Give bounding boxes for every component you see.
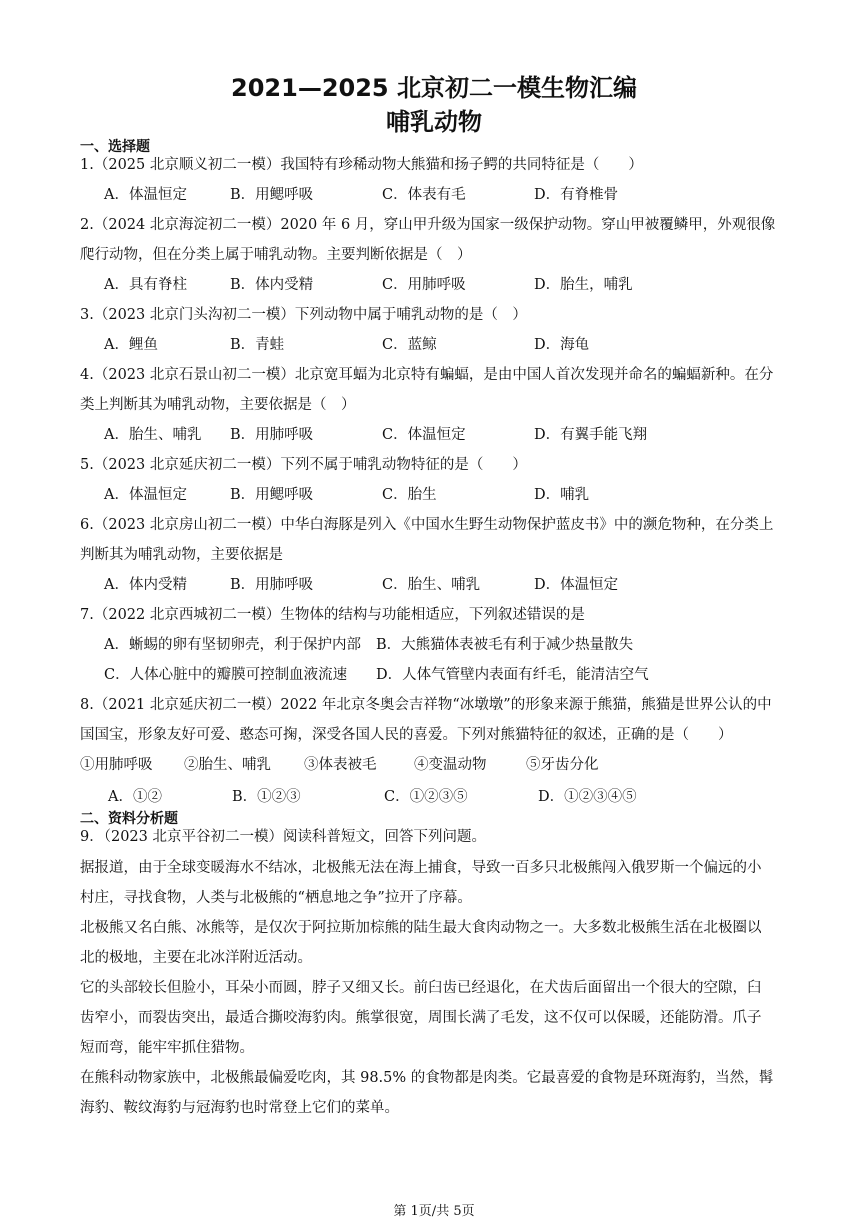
question-8: [80, 690, 792, 750]
option-d: D．有翼手能飞翔: [534, 427, 648, 443]
option-d: D．有脊椎骨: [534, 187, 619, 203]
question-text: （2022 北京西城初二一模）生物体的结构与功能相适应，下列叙述错误的是: [93, 607, 585, 623]
question-text: （2023 北京延庆初二一模）下列不属于哺乳动物特征的是（ ）: [93, 457, 527, 473]
statement-2: ②胎生、哺乳: [184, 757, 271, 773]
passage-line: 齿窄小，而裂齿突出，最适合撕咬海豹肉。熊掌很宽，周围长满了毛发，这不仅可以保暖，还能防滑。爪子: [80, 1010, 762, 1026]
question-number: 1.: [80, 157, 94, 173]
question-text-cont: 判断其为哺乳动物，主要依据是: [80, 547, 283, 563]
option-a: A．蜥蜴的卵有坚韧卵壳，利于保护内部: [104, 637, 361, 653]
option-c: C．①②③⑤: [384, 789, 468, 805]
question-number: 2.: [80, 217, 94, 233]
page-title: 2021—2025 北京初二一模生物汇编: [231, 74, 637, 102]
option-c: C．胎生: [382, 487, 437, 503]
question-text: （2023 北京房山初二一模）中华白海豚是列入《中国水生野生动物保护蓝皮书》中的濒危物种，在分类上: [93, 517, 774, 533]
option-b: B．体内受精: [230, 277, 314, 293]
passage-line: 村庄，寻找食物，人类与北极熊的“栖息地之争”拉开了序幕。: [80, 890, 472, 906]
option-d: D．①②③④⑤: [538, 789, 637, 805]
question-text: （2024 北京海淀初二一模）2020 年 6 月，穿山甲升级为国家一级保护动物。穿山甲被覆鳞甲，外观很像: [93, 217, 776, 233]
question-text: （2025 北京顺义初二一模）我国特有珍稀动物大熊猫和扬子鳄的共同特征是（ ）: [93, 157, 643, 173]
question-number: 8.: [80, 697, 94, 713]
option-a: A．①②: [108, 789, 162, 805]
option-b: B．用肺呼吸: [230, 427, 314, 443]
passage-line: 北的极地，主要在北冰洋附近活动。: [80, 950, 312, 966]
question-text-cont: 国国宝，形象友好可爱、憨态可掬，深受各国人民的喜爱。下列对熊猫特征的叙述，正确的是（ ）: [80, 727, 733, 743]
section-heading-choice: 一、选择题: [80, 139, 150, 155]
statement-list: [80, 750, 792, 780]
option-c: C．体温恒定: [382, 427, 466, 443]
option-d: D．胎生，哺乳: [534, 277, 633, 293]
question-1: [80, 150, 792, 180]
option-a: A．胎生、哺乳: [104, 427, 202, 443]
option-a: A．体温恒定: [104, 487, 187, 503]
question-6: [80, 510, 792, 570]
passage-line: 短而弯，能牢牢抓住猎物。: [80, 1040, 254, 1056]
question-text: （2023 北京石景山初二一模）北京宽耳蝠为北京特有蝙蝠，是由中国人首次发现并命名的蝙蝠新种。在分: [93, 367, 774, 383]
option-b: B．大熊猫体表被毛有利于减少热量散失: [376, 637, 634, 653]
statement-3: ③体表被毛: [304, 757, 377, 773]
option-a: A．体内受精: [104, 577, 187, 593]
option-d: D．体温恒定: [534, 577, 619, 593]
statement-5: ⑤牙齿分化: [526, 757, 599, 773]
option-c: C．胎生、哺乳: [382, 577, 481, 593]
option-b: B．青蛙: [230, 337, 285, 353]
question-2: [80, 210, 792, 270]
question-number: 7.: [80, 607, 94, 623]
option-d: D．哺乳: [534, 487, 590, 503]
passage-line: 在熊科动物家族中，北极熊最偏爱吃肉，其 98.5% 的食物都是肉类。它最喜爱的食物是环斑海豹，当然，髯: [80, 1070, 774, 1086]
page-subtitle: 哺乳动物: [386, 108, 482, 136]
option-b: B．用鳃呼吸: [230, 487, 314, 503]
question-3: [80, 300, 792, 330]
question-9-intro: 9．（2023 北京平谷初二一模）阅读科普短文，回答下列问题。: [80, 829, 486, 845]
option-c: C．体表有毛: [382, 187, 466, 203]
section-heading-analysis: 二、资料分析题: [80, 811, 178, 827]
option-b: B．用鳃呼吸: [230, 187, 314, 203]
passage-line: 据报道，由于全球变暖海水不结冰，北极熊无法在海上捕食，导致一百多只北极熊闯入俄罗斯一个偏远的小: [80, 860, 762, 876]
passage-line: 它的头部较长但脸小，耳朵小而圆，脖子又细又长。前臼齿已经退化，在犬齿后面留出一个很大的空隙，臼: [80, 980, 762, 996]
option-a: A．具有脊柱: [104, 277, 187, 293]
passage-line: 海豹、鞍纹海豹与冠海豹也时常登上它们的菜单。: [80, 1100, 399, 1116]
question-number: 4.: [80, 367, 94, 383]
option-d: D．海龟: [534, 337, 590, 353]
option-c: C．用肺呼吸: [382, 277, 466, 293]
option-a: A．鲤鱼: [104, 337, 158, 353]
question-text-cont: 爬行动物，但在分类上属于哺乳动物。主要判断依据是（ ）: [80, 247, 472, 263]
question-text-cont: 类上判断其为哺乳动物，主要依据是（ ）: [80, 397, 356, 413]
option-c: C．蓝鲸: [382, 337, 437, 353]
passage-line: 北极熊又名白熊、冰熊等，是仅次于阿拉斯加棕熊的陆生最大食肉动物之一。大多数北极熊生活在北极圈以: [80, 920, 762, 936]
statement-4: ④变温动物: [414, 757, 487, 773]
question-4: [80, 360, 792, 420]
page-footer: 第 1页/共 5页: [393, 1204, 475, 1219]
question-number: 5.: [80, 457, 94, 473]
question-text: （2021 北京延庆初二一模）2022 年北京冬奥会吉祥物“冰墩墩”的形象来源于熊猫，熊猫是世界公认的中: [93, 697, 772, 713]
option-a: A．体温恒定: [104, 187, 187, 203]
question-number: 6.: [80, 517, 94, 533]
option-d: D．人体气管壁内表面有纤毛，能清洁空气: [376, 667, 649, 683]
question-number: 3.: [80, 307, 94, 323]
question-5: [80, 450, 792, 480]
option-b: B．用肺呼吸: [230, 577, 314, 593]
option-b: B．①②③: [232, 789, 301, 805]
question-text: （2023 北京门头沟初二一模）下列动物中属于哺乳动物的是（ ）: [93, 307, 527, 323]
question-7: [80, 600, 792, 630]
option-c: C．人体心脏中的瓣膜可控制血液流速: [104, 667, 348, 683]
statement-1: ①用肺呼吸: [80, 757, 153, 773]
